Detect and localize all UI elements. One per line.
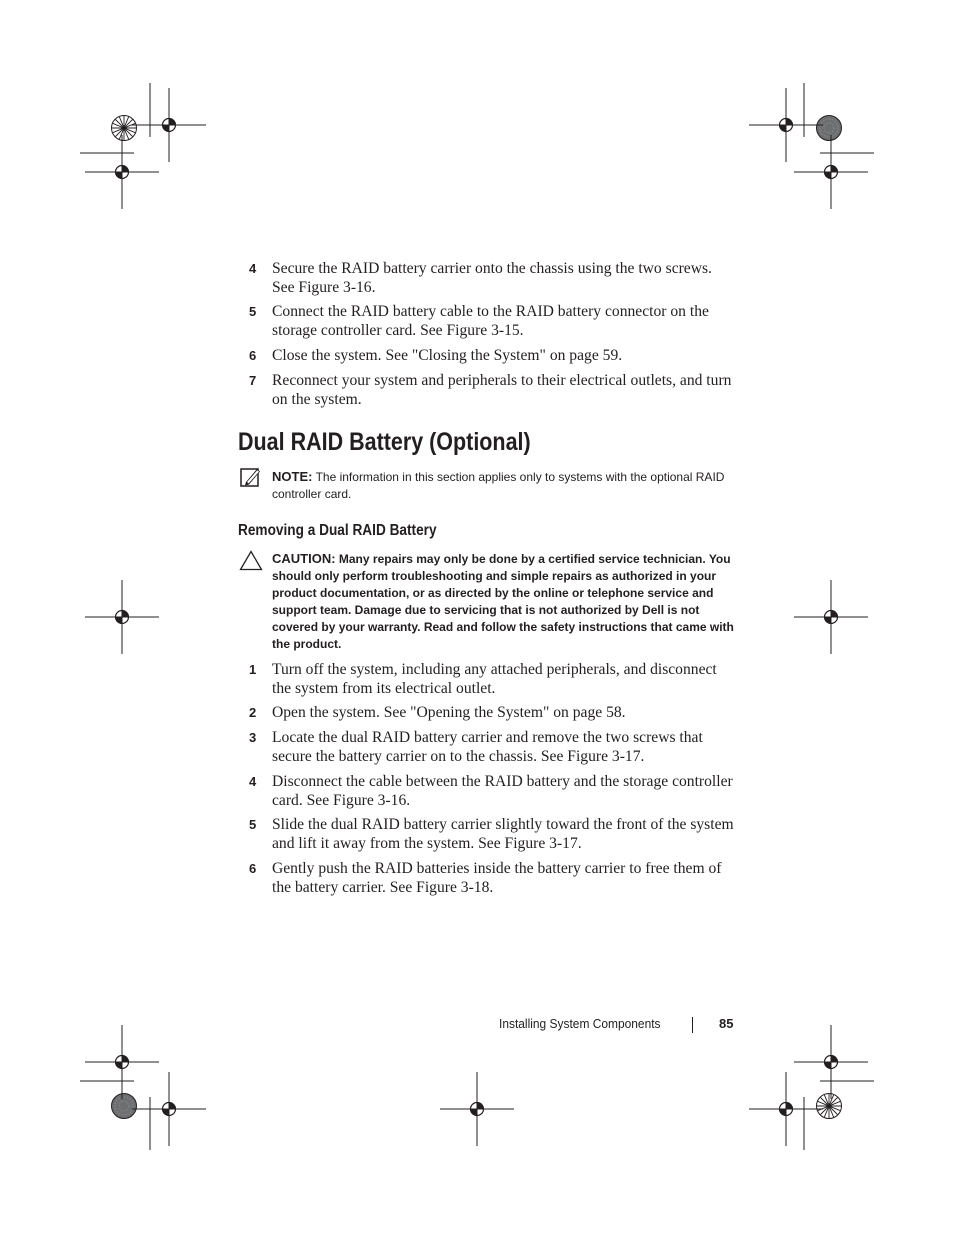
step-number: 4 (249, 774, 257, 789)
step-text: Slide the dual RAID battery carrier slightly toward the front of the system and lift it away from the system. See Figure 3-17. (272, 816, 734, 852)
page-number: 85 (719, 1016, 734, 1031)
caution-callout (272, 550, 742, 653)
step-number: 5 (249, 817, 257, 832)
step-text: Locate the dual RAID battery carrier and remove the two screws that secure the battery carrier on to the chassis. See Figure 3-17. (272, 729, 703, 765)
pencil-note-icon (240, 466, 262, 487)
note-callout (272, 468, 742, 503)
caution-text: Many repairs may only be done by a certified service technician. You should only perform troubleshooting and simple repairs as authorized in your product documentation, or as directed by the online or telephone service and support team. Damage due to servicing that is not authorized by Dell is not covered by your warranty. Read and follow the safety instructions that came with the product. (272, 552, 734, 651)
step-text: Reconnect your system and peripherals to their electrical outlets, and turn on the system. (272, 372, 732, 408)
step-text: Disconnect the cable between the RAID battery and the storage controller card. See Figure 3-16. (272, 773, 733, 809)
step-text: Secure the RAID battery carrier onto the chassis using the two screws. See Figure 3-16. (272, 260, 712, 296)
step-text: Turn off the system, including any attached peripherals, and disconnect the system from its electrical outlet. (272, 661, 717, 697)
section-title: Dual RAID Battery (Optional) (238, 428, 531, 456)
subsection-title: Removing a Dual RAID Battery (238, 522, 437, 539)
step-number: 1 (249, 662, 257, 677)
step-text: Close the system. See "Closing the System" on page 59. (272, 347, 623, 364)
step-text: Open the system. See "Opening the System" on page 58. (272, 704, 626, 721)
step-text: Connect the RAID battery cable to the RAID battery connector on the storage controller card. See Figure 3-15. (272, 303, 709, 339)
caution-label: CAUTION: (272, 551, 336, 566)
step-number: 6 (249, 348, 257, 363)
footer-divider (692, 1017, 693, 1033)
note-text: The information in this section applies only to systems with the optional RAID controller card. (272, 470, 725, 501)
step-number: 2 (249, 705, 257, 720)
note-label: NOTE: (272, 469, 313, 484)
step-number: 6 (249, 861, 257, 876)
step-number: 7 (249, 373, 257, 388)
step-number: 4 (249, 261, 257, 276)
step-number: 3 (249, 730, 257, 745)
step-number: 5 (249, 304, 257, 319)
footer-section-name: Installing System Components (499, 1016, 661, 1031)
step-text: Gently push the RAID batteries inside the battery carrier to free them of the battery carrier. See Figure 3-18. (272, 860, 722, 896)
warning-triangle-icon (239, 550, 263, 571)
